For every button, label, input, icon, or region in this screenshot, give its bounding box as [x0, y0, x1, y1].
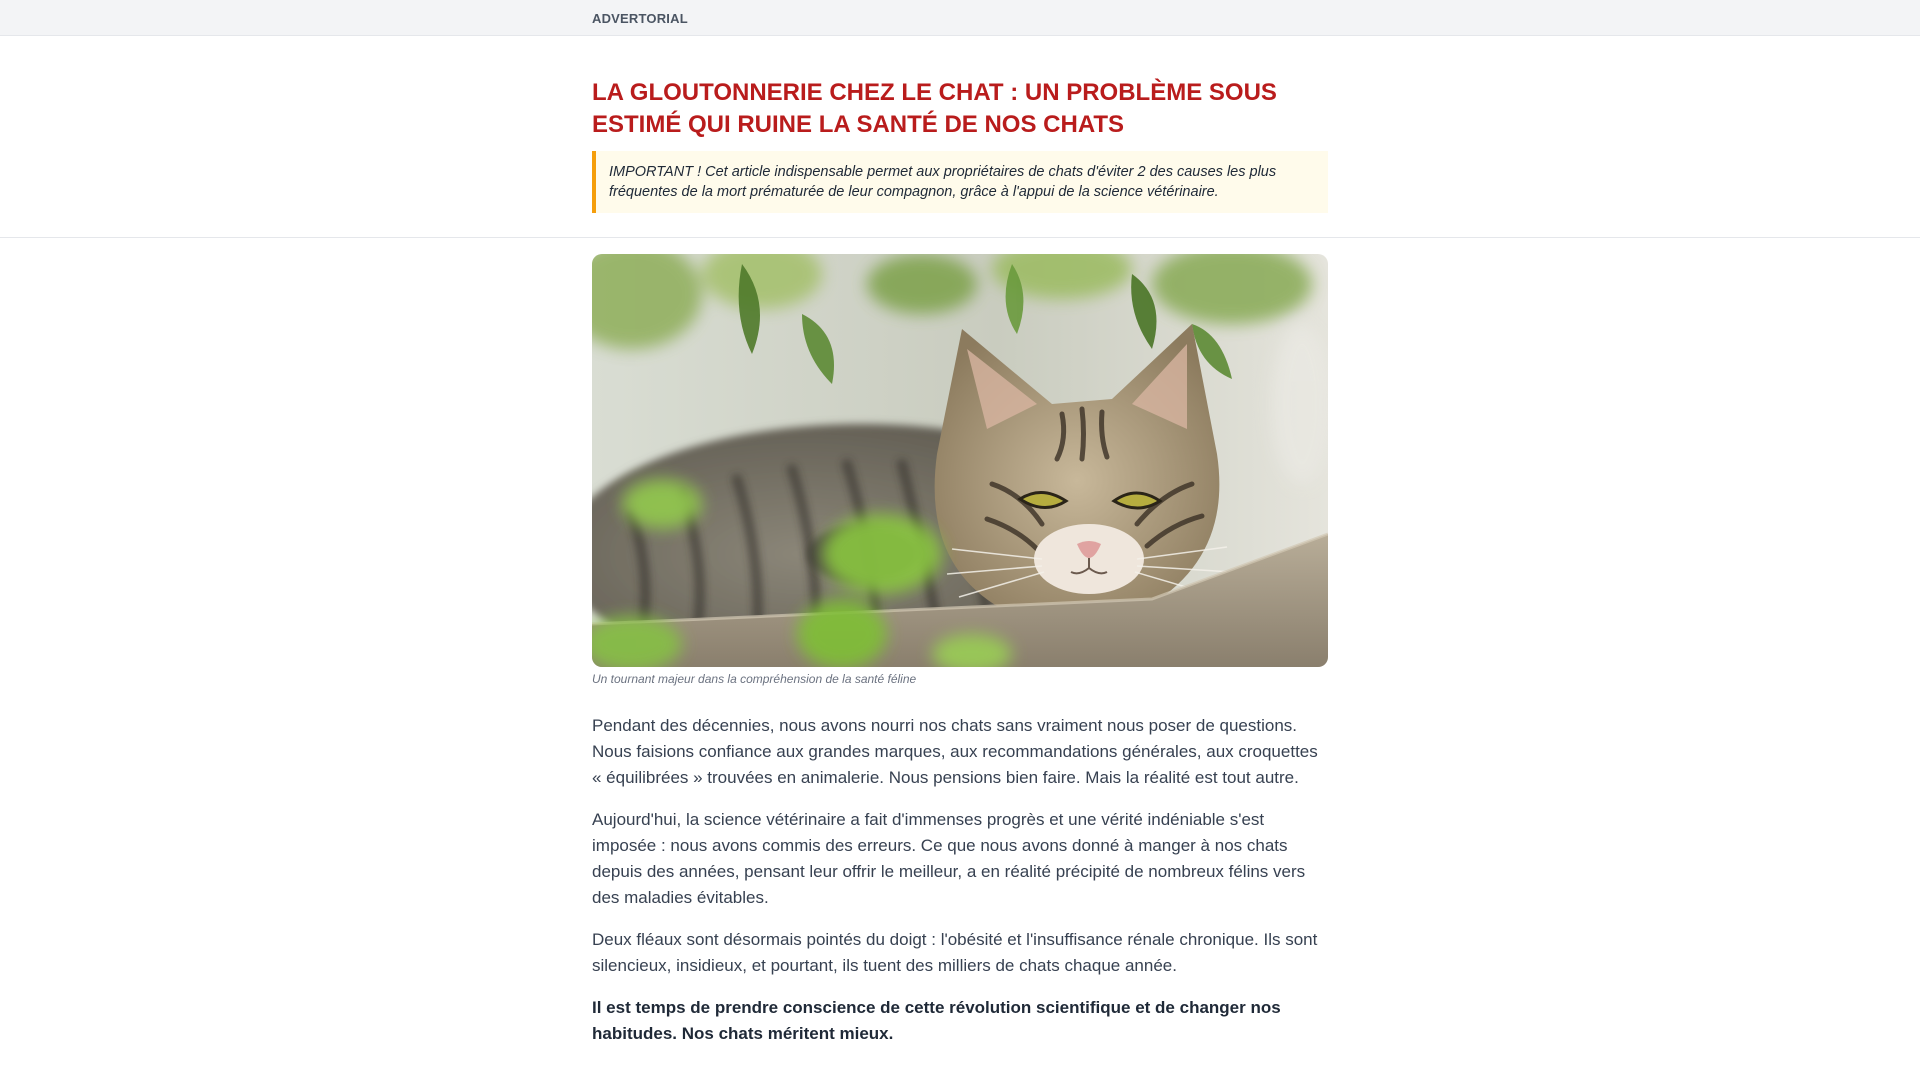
- image-caption: Un tournant majeur dans la compréhension de la santé féline: [592, 672, 917, 686]
- cat-photo: [592, 254, 1328, 667]
- article-headline: LA GLOUTONNERIE CHEZ LE CHAT : UN PROBLÈME SOUS ESTIMÉ QUI RUINE LA SANTÉ DE NOS CHATS: [592, 79, 1277, 138]
- article-header: [0, 36, 1920, 238]
- article-text: [592, 713, 1328, 1047]
- paragraph: Aujourd'hui, la science vétérinaire a fait d'immenses progrès et une vérité indéniable s'est imposée : nous avons commis des erreurs. Ce que nous avons donné à manger à nos chats depuis des années, pensant leur offrir le meilleur, a en réalité précipité de nombreux félins vers des maladies évitables.: [592, 810, 1306, 907]
- top-bar: [0, 0, 1920, 36]
- article-body: [0, 238, 1920, 1047]
- advertorial-label: ADVERTORIAL: [592, 10, 688, 26]
- emphasis-paragraph: Il est temps de prendre conscience de cette révolution scientifique et de changer nos habitudes. Nos chats méritent mieux.: [592, 998, 1281, 1043]
- paragraph: Deux fléaux sont désormais pointés du doigt : l'obésité et l'insuffisance rénale chronique. Ils sont silencieux, insidieux, et pourtant, ils tuent des milliers de chats chaque année.: [592, 930, 1318, 975]
- important-notice: IMPORTANT ! Cet article indispensable permet aux propriétaires de chats d'éviter 2 des causes les plus fréquentes de la mort prématurée de leur compagnon, grâce à l'appui de la science vétérinaire.: [592, 151, 1328, 213]
- paragraph: Pendant des décennies, nous avons nourri nos chats sans vraiment nous poser de questions. Nous faisions confiance aux grandes marques, aux recommandations générales, aux croquettes « équilibrées » trouvées en animalerie. Nous pensions bien faire. Mais la réalité est tout autre.: [592, 716, 1318, 787]
